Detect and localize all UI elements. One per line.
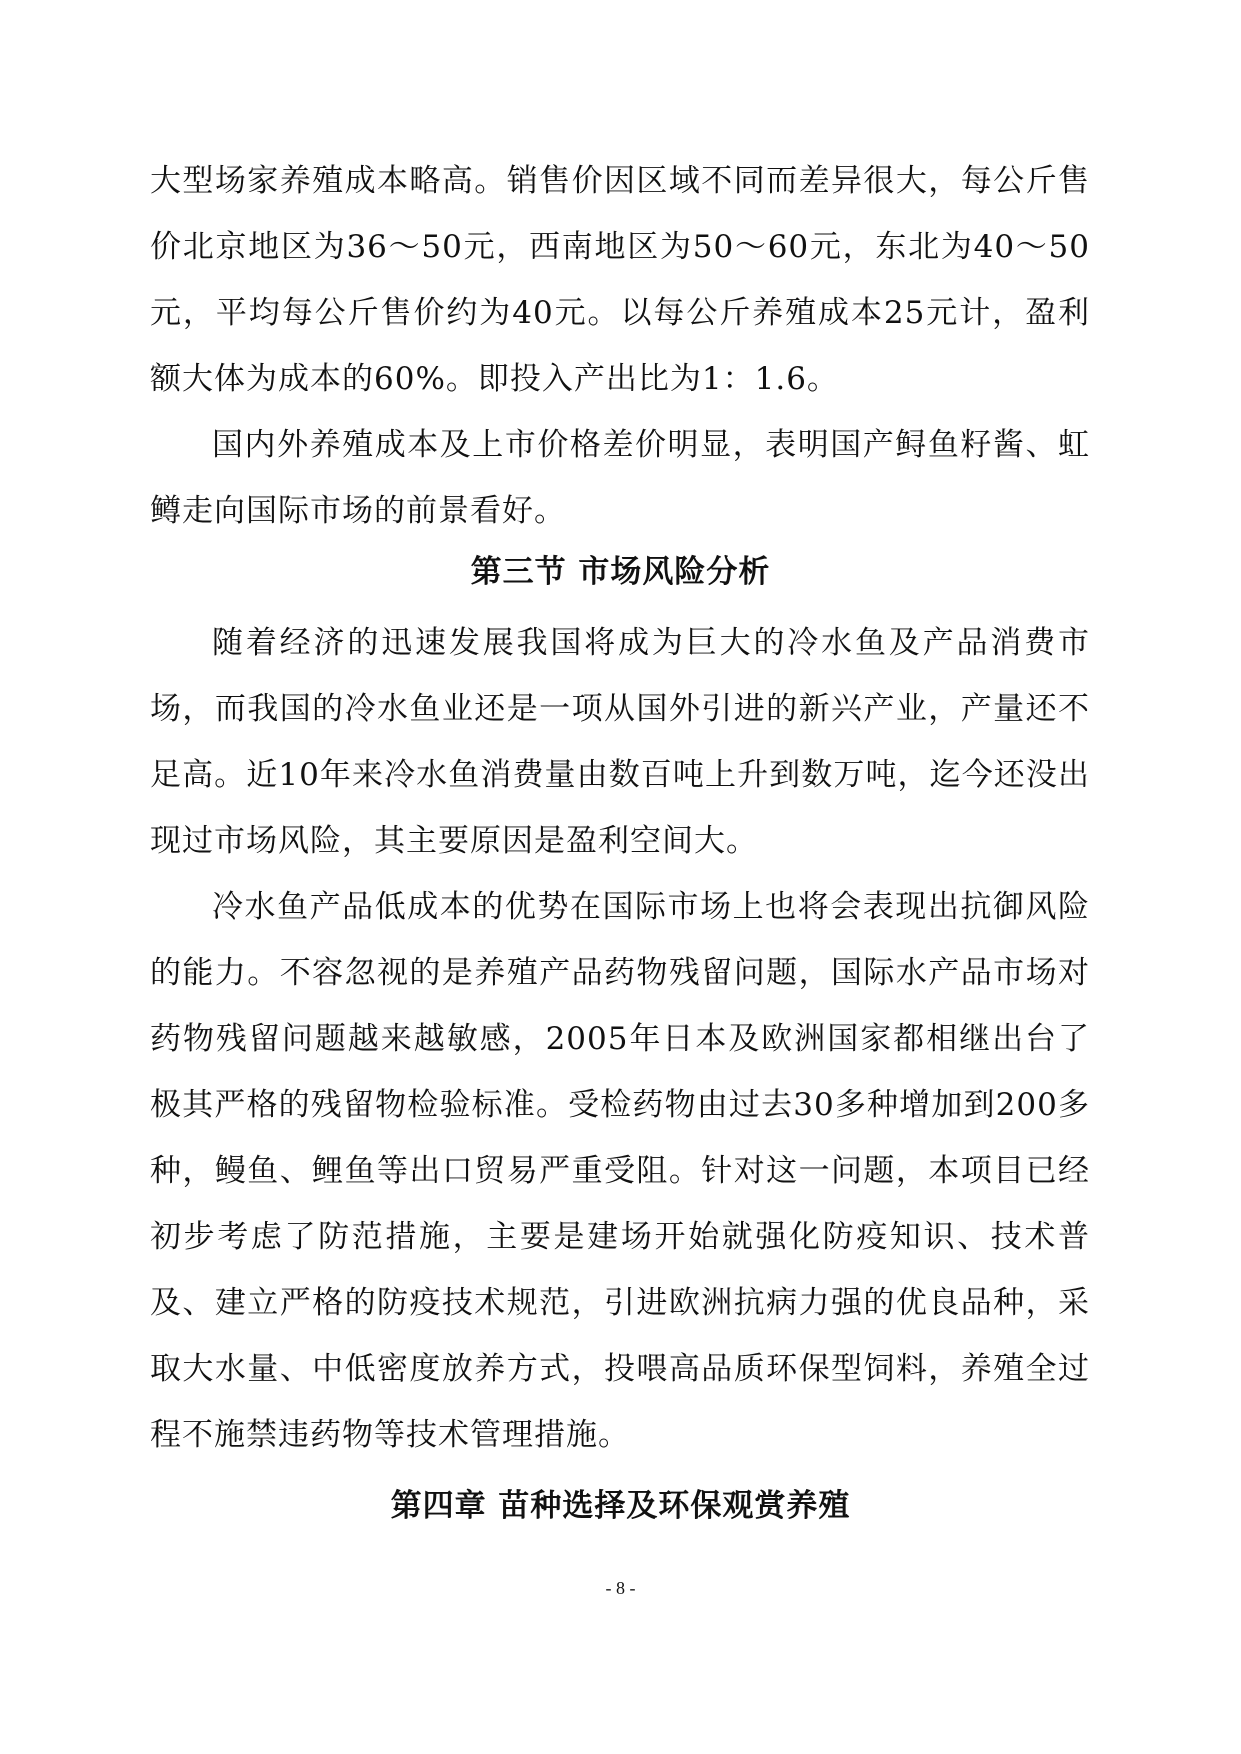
- paragraph-text: 大型场家养殖成本略高。销售价因区域不同而差异很大，每公斤售价北京地区为36～50元，西南地区为50～60元，东北为40～50元，平均每公斤售价约为40元。以每公斤养殖成本25元计，盈利额大体为成本的60%。即投入产出比为1：1.6。: [150, 163, 1090, 397]
- paragraph-market-growth: [150, 610, 1090, 874]
- paragraph-text: 随着经济的迅速发展我国将成为巨大的冷水鱼及产品消费市场，而我国的冷水鱼业还是一项从国外引进的新兴产业，产量还不足高。近10年来冷水鱼消费量由数百吨上升到数万吨，迄今还没出现过市场风险，其主要原因是盈利空间大。: [150, 625, 1090, 859]
- paragraph-price-difference: [150, 412, 1090, 544]
- paragraph-text: 国内外养殖成本及上市价格差价明显，表明国产鲟鱼籽酱、虹鳟走向国际市场的前景看好。: [150, 427, 1090, 529]
- paragraph-cost-and-price: [150, 148, 1090, 412]
- paragraph-text: 冷水鱼产品低成本的优势在国际市场上也将会表现出抗御风险的能力。不容忽视的是养殖产品药物残留问题，国际水产品市场对药物残留问题越来越敏感，2005年日本及欧洲国家都相继出台了极其严格的残留物检验标准。受检药物由过去30多种增加到200多种，鳗鱼、鲤鱼等出口贸易严重受阻。针对这一问题，本项目已经初步考虑了防范措施，主要是建场开始就强化防疫知识、技术普及、建立严格的防疫技术规范，引进欧洲抗病力强的优良品种，采取大水量、中低密度放养方式，投喂高品质环保型饲料，养殖全过程不施禁违药物等技术管理措施。: [150, 889, 1090, 1453]
- chapter-heading: 第四章 苗种选择及环保观赏养殖: [390, 1488, 851, 1524]
- paragraph-drug-residue: [150, 874, 1090, 1468]
- section-heading: 第三节 市场风险分析: [470, 554, 771, 590]
- page-number: - 8 -: [605, 1578, 636, 1598]
